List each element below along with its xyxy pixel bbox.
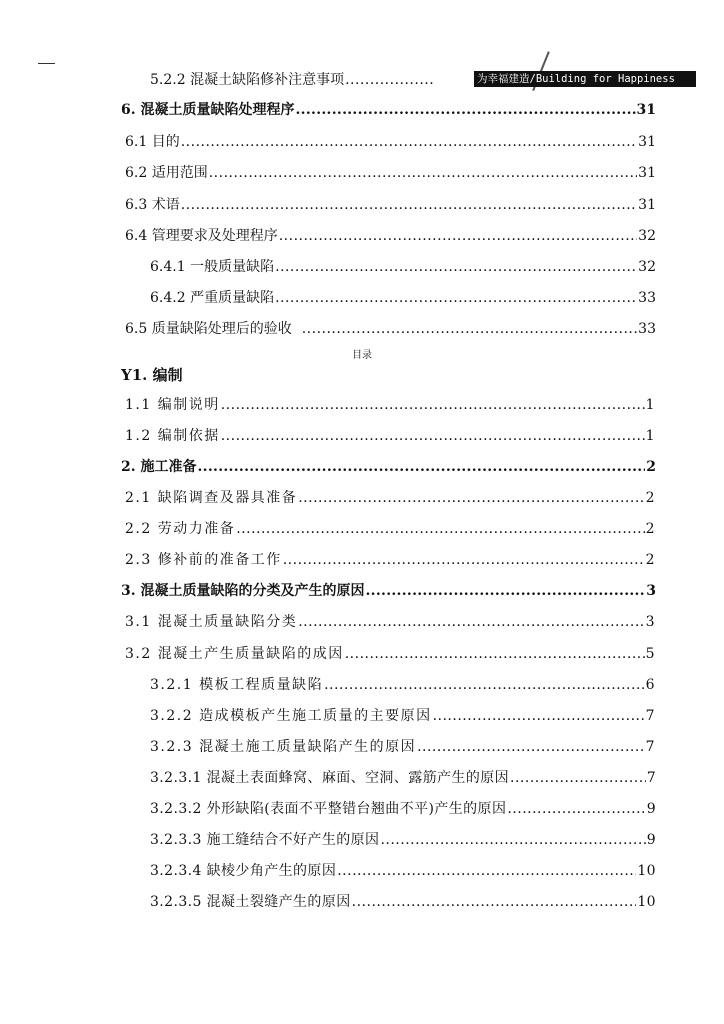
toc-page-number: 2 xyxy=(645,552,656,568)
toc-leader-dots xyxy=(302,317,637,341)
toc-entry[interactable] xyxy=(121,579,656,603)
toc-entry[interactable] xyxy=(125,224,656,248)
toc-leader-dots xyxy=(324,673,645,697)
toc-page-number: 3 xyxy=(645,614,656,630)
toc-page-number: 7 xyxy=(646,770,656,786)
toc-entry-label: 6.4.2 严重质量缺陷 xyxy=(150,290,275,306)
toc-entry[interactable] xyxy=(125,610,656,634)
toc-entry-label: 3.2 混凝土产生质量缺陷的成因 xyxy=(125,646,344,662)
toc-entry[interactable] xyxy=(125,130,656,154)
toc-leader-dots xyxy=(433,704,645,728)
toc-entry-label: 3.2.1 模板工程质量缺陷 xyxy=(150,677,324,693)
toc-leader-dots xyxy=(345,68,433,92)
header-banner xyxy=(474,71,696,87)
toc-entry[interactable] xyxy=(150,68,480,92)
toc-page-number: 5 xyxy=(645,646,656,662)
toc-entry-label: 1.1 编制说明 xyxy=(125,397,220,413)
toc-entry-label: 2. 施工准备 xyxy=(121,459,197,475)
toc-leader-dots xyxy=(181,193,637,217)
toc-entry[interactable] xyxy=(121,455,656,479)
toc-entry[interactable] xyxy=(125,424,656,448)
toc-leader-dots xyxy=(198,455,646,479)
toc-page-number: 6 xyxy=(645,677,656,693)
toc-entry-label: 2.1 缺陷调查及器具准备 xyxy=(125,490,298,506)
toc-entry-label: 6.2 适用范围 xyxy=(125,165,208,181)
toc-leader-dots xyxy=(181,130,637,154)
toc-leader-dots xyxy=(275,286,637,310)
toc-entry[interactable] xyxy=(150,828,656,852)
toc-page-number: 31 xyxy=(638,197,656,213)
toc-entry[interactable] xyxy=(150,673,656,697)
toc-leader-dots xyxy=(236,517,644,541)
toc-entry[interactable] xyxy=(150,890,656,914)
toc-entry-label: 3. 混凝土质量缺陷的分类及产生的原因 xyxy=(121,583,365,599)
toc-leader-dots xyxy=(298,486,644,510)
toc-entry[interactable] xyxy=(125,193,656,217)
banner-english-text: Building for Happiness xyxy=(535,73,675,85)
toc-page-number: 33 xyxy=(638,321,656,337)
toc-page-number: 31 xyxy=(638,134,656,150)
toc-page-number: 10 xyxy=(637,894,656,910)
toc-entry-label: 6. 混凝土质量缺陷处理程序 xyxy=(121,102,295,118)
toc-entry[interactable] xyxy=(150,766,656,790)
toc-leader-dots xyxy=(296,98,636,122)
toc-entry-label: 2.2 劳动力准备 xyxy=(125,521,236,537)
toc-entry-label: 5.2.2 混凝土缺陷修补注意事项 xyxy=(150,72,345,88)
toc-page-number: 9 xyxy=(646,801,656,817)
toc-entry[interactable] xyxy=(150,255,656,279)
toc-page-number: 32 xyxy=(638,228,656,244)
toc-entry-label: 3.2.3.3 施工缝结合不好产生的原因 xyxy=(150,832,380,848)
toc-entry[interactable] xyxy=(125,317,656,341)
toc-leader-dots xyxy=(221,393,645,417)
toc-entry-label: 3.2.3.2 外形缺陷(表面不平整错台翘曲不平)产生的原因 xyxy=(150,801,507,817)
toc-leader-dots xyxy=(283,548,645,572)
toc-page-number: 7 xyxy=(645,739,656,755)
toc-leader-dots xyxy=(345,642,645,666)
header-dash xyxy=(38,63,55,64)
toc-leader-dots xyxy=(337,859,636,883)
toc-caption: 目录 xyxy=(352,350,372,361)
toc-entry[interactable] xyxy=(125,642,656,666)
section-heading: Y1. 编制 xyxy=(121,366,183,384)
toc-leader-dots xyxy=(298,610,644,634)
toc-leader-dots xyxy=(366,579,646,603)
toc-entry-label: 6.1 目的 xyxy=(125,134,180,150)
toc-page-number: 9 xyxy=(646,832,656,848)
toc-leader-dots xyxy=(209,161,637,185)
toc-entry[interactable] xyxy=(150,797,656,821)
toc-leader-dots xyxy=(380,828,645,852)
toc-entry[interactable] xyxy=(125,548,656,572)
banner-chinese-text: 为幸福建造 xyxy=(477,73,530,85)
toc-entry-label: 3.2.3.5 混凝土裂缝产生的原因 xyxy=(150,894,351,910)
toc-entry[interactable] xyxy=(150,859,656,883)
toc-page-number: 10 xyxy=(637,863,656,879)
toc-page-number: 2 xyxy=(645,521,656,537)
toc-entry-label: 3.1 混凝土质量缺陷分类 xyxy=(125,614,298,630)
toc-entry-label: 6.3 术语 xyxy=(125,197,180,213)
toc-entry-label: 6.4.1 一般质量缺陷 xyxy=(150,259,275,275)
toc-entry-label: 6.4 管理要求及处理程序 xyxy=(125,228,278,244)
toc-page-number: 2 xyxy=(645,490,656,506)
toc-leader-dots xyxy=(275,255,637,279)
toc-entry[interactable] xyxy=(150,735,656,759)
toc-entry-label: 1.2 编制依据 xyxy=(125,428,220,444)
toc-entry[interactable] xyxy=(150,286,656,310)
toc-leader-dots xyxy=(510,766,646,790)
toc-entry[interactable] xyxy=(125,161,656,185)
toc-entry-label: 3.2.3.4 缺棱少角产生的原因 xyxy=(150,863,337,879)
toc-entry[interactable] xyxy=(125,486,656,510)
toc-leader-dots xyxy=(417,735,645,759)
toc-entry[interactable] xyxy=(125,393,656,417)
toc-entry-label: 6.5 质量缺陷处理后的验收 xyxy=(125,321,292,337)
toc-page-number: 31 xyxy=(638,165,656,181)
toc-page-number: 31 xyxy=(636,102,656,118)
toc-entry-label: 3.2.3.1 混凝土表面蜂窝、麻面、空洞、露筋产生的原因 xyxy=(150,770,510,786)
toc-page-number: 7 xyxy=(645,708,656,724)
toc-page-number: 3 xyxy=(646,583,656,599)
toc-page-number: 1 xyxy=(645,428,656,444)
toc-leader-dots xyxy=(221,424,645,448)
toc-page-number: 32 xyxy=(638,259,656,275)
toc-entry[interactable] xyxy=(150,704,656,728)
toc-leader-dots xyxy=(279,224,637,248)
toc-entry[interactable] xyxy=(125,517,656,541)
toc-page-number: 1 xyxy=(645,397,656,413)
toc-entry-label: 2.3 修补前的准备工作 xyxy=(125,552,282,568)
toc-entry-label: 3.2.2 造成模板产生施工质量的主要原因 xyxy=(150,708,432,724)
toc-page-number: 2 xyxy=(646,459,656,475)
toc-entry-label: 3.2.3 混凝土施工质量缺陷产生的原因 xyxy=(150,739,417,755)
toc-leader-dots xyxy=(507,797,645,821)
toc-page-number: 33 xyxy=(638,290,656,306)
toc-leader-dots xyxy=(352,890,637,914)
banner-separator: / xyxy=(529,73,536,85)
toc-entry[interactable] xyxy=(121,98,656,122)
